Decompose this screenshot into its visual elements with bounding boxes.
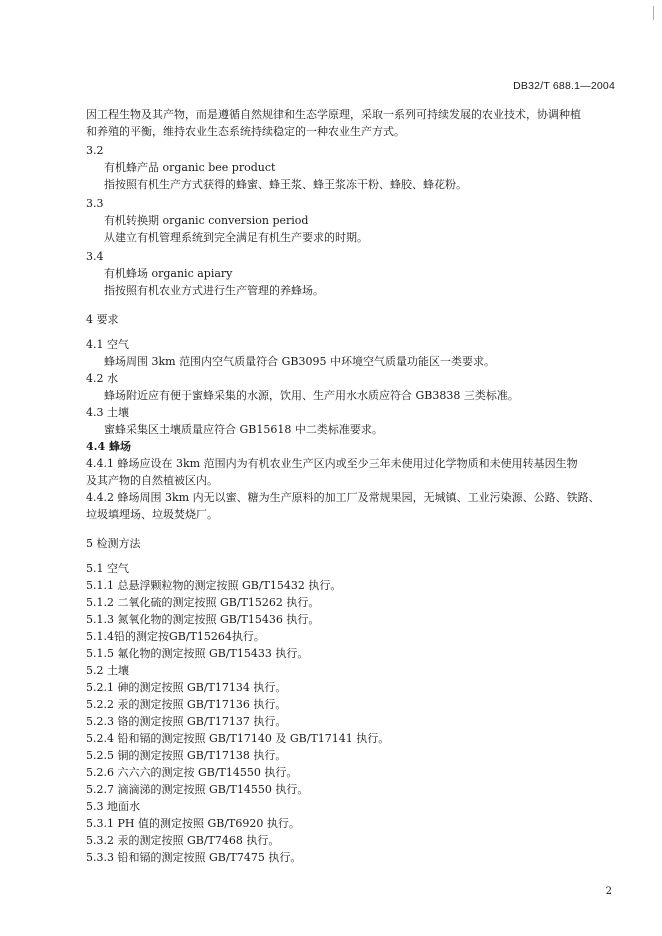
section-5-1-4: 5.1.4铅的测定按GB/T15264执行。 [86, 630, 265, 643]
section-5-1-5: 5.1.5 氟化物的测定按照 GB/T15433 执行。 [86, 647, 309, 660]
definition-3-3-text: 从建立有机管理系统到完全满足有机生产要求的时期。 [104, 231, 368, 244]
definition-3-4-text: 指按照有机农业方式进行生产管理的养蜂场。 [104, 284, 324, 297]
section-4-4-heading: 4.4 蜂场 [86, 440, 131, 453]
section-5-2-heading: 5.2 土壤 [86, 664, 129, 677]
section-4-3-heading: 4.3 土壤 [86, 406, 129, 419]
section-5-1-heading: 5.1 空气 [86, 562, 129, 575]
section-5-2-1: 5.2.1 砷的测定按照 GB/T17134 执行。 [86, 681, 287, 694]
definition-3-4-number: 3.4 [86, 250, 104, 263]
section-5-2-5: 5.2.5 铜的测定按照 GB/T17138 执行。 [86, 749, 287, 762]
section-4-4-2-line-2: 垃圾填埋场、垃圾焚烧厂。 [86, 508, 218, 521]
section-4-2-heading: 4.2 水 [86, 372, 118, 385]
scan-edge-mark [653, 6, 654, 20]
section-4-4-1-line-2: 及其产物的自然植被区内。 [86, 474, 218, 487]
definition-3-2-number: 3.2 [86, 144, 104, 157]
section-5-3-1: 5.3.1 PH 值的测定按照 GB/T6920 执行。 [86, 817, 300, 830]
section-4-1-heading: 4.1 空气 [86, 338, 129, 351]
definition-3-2-text: 指按照有机生产方式获得的蜂蜜、蜂王浆、蜂王浆冻干粉、蜂胶、蜂花粉。 [104, 178, 467, 191]
section-4-4-1-line-1: 4.4.1 蜂场应设在 3km 范围内为有机农业生产区内或至少三年未使用过化学物质和未使用转基因生物 [86, 457, 578, 470]
intro-text-line-1: 因工程生物及其产物，而是遵循自然规律和生态学原理，采取一系列可持续发展的农业技术，协调种植 [86, 108, 581, 121]
section-5-2-4: 5.2.4 铅和镉的测定按照 GB/T17140 及 GB/T17141 执行。 [86, 732, 390, 745]
section-4-2-text: 蜂场附近应有便于蜜蜂采集的水源，饮用、生产用水水质应符合 GB3838 三类标准。 [104, 389, 519, 402]
section-4-3-text: 蜜蜂采集区土壤质量应符合 GB15618 中二类标准要求。 [104, 423, 383, 436]
page-number: 2 [605, 886, 612, 897]
intro-text-line-2: 和养殖的平衡，维持农业生态系统持续稳定的一种农业生产方式。 [86, 125, 405, 138]
section-5-heading: 5 检测方法 [86, 537, 141, 550]
section-4-4-2-line-1: 4.4.2 蜂场周围 3km 内无以蜜、糖为生产原料的加工厂及常规果园，无城镇、工业污染源、公路、铁路、 [86, 491, 600, 504]
section-5-1-2: 5.1.2 二氧化硫的测定按照 GB/T15262 执行。 [86, 596, 320, 609]
definition-3-3-number: 3.3 [86, 197, 104, 210]
section-5-1-3: 5.1.3 氮氧化物的测定按照 GB/T15436 执行。 [86, 613, 320, 626]
section-5-3-3: 5.3.3 铅和镉的测定按照 GB/T7475 执行。 [86, 851, 302, 864]
section-5-2-3: 5.2.3 铬的测定按照 GB/T17137 执行。 [86, 715, 287, 728]
document-code: DB32/T 688.1—2004 [513, 80, 615, 92]
definition-3-2-term: 有机蜂产品 organic bee product [104, 161, 276, 174]
section-5-2-7: 5.2.7 滴滴涕的测定按照 GB/T14550 执行。 [86, 783, 309, 796]
section-5-1-1: 5.1.1 总悬浮颗粒物的测定按照 GB/T15432 执行。 [86, 579, 342, 592]
section-5-3-2: 5.3.2 汞的测定按照 GB/T7468 执行。 [86, 834, 280, 847]
definition-3-4-term: 有机蜂场 organic apiary [104, 267, 233, 280]
section-5-3-heading: 5.3 地面水 [86, 800, 140, 813]
definition-3-3-term: 有机转换期 organic conversion period [104, 214, 309, 227]
document-body [86, 106, 606, 866]
section-4-1-text: 蜂场周围 3km 范围内空气质量符合 GB3095 中环境空气质量功能区一类要求。 [104, 355, 495, 368]
section-4-heading: 4 要求 [86, 313, 119, 326]
section-5-2-6: 5.2.6 六六六的测定按 GB/T14550 执行。 [86, 766, 298, 779]
section-5-2-2: 5.2.2 汞的测定按照 GB/T17136 执行。 [86, 698, 287, 711]
